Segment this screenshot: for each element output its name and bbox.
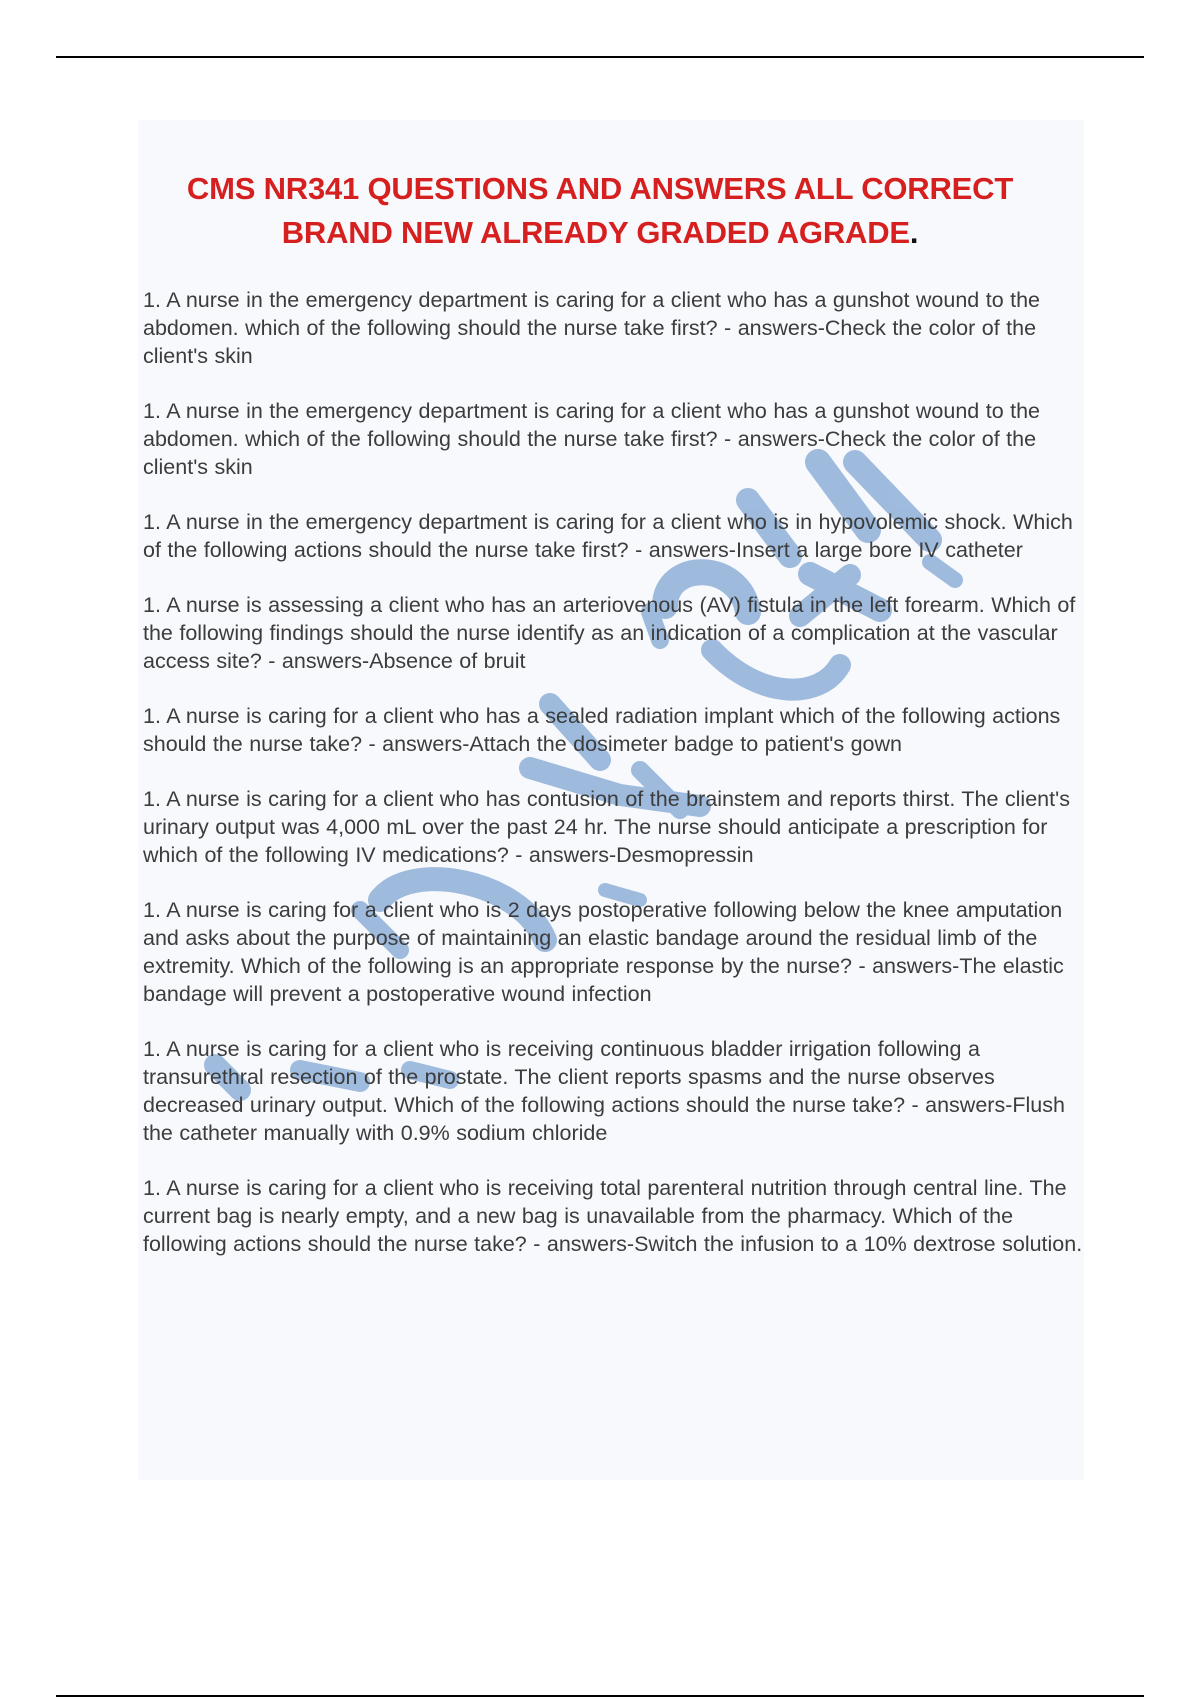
qa-item-3: 1. A nurse in the emergency department is caring for a client who is in hypovolemic shock. Which of the following actions should the nurse take first? - answers-Insert a large bore IV catheter — [143, 510, 1073, 562]
qa-item-5: 1. A nurse is caring for a client who has a sealed radiation implant which of the following actions should the nurse take? - answers-Attach the dosimeter badge to patient's gown — [143, 704, 1061, 756]
document-title-line-2 — [100, 211, 1100, 255]
qa-item-8: 1. A nurse is caring for a client who is receiving continuous bladder irrigation following a transurethral resection of the prostate. The client reports spasms and the nurse observes decreased urinary output. Which of the following actions should the nurse take? - answers-Flush the catheter manually with 0.9% sodium chloride — [143, 1037, 1065, 1145]
qa-item-6: 1. A nurse is caring for a client who has contusion of the brainstem and reports thirst. The client's urinary output was 4,000 mL over the past 24 hr. The nurse should anticipate a prescription for which of the following IV medications? - answers-Desmopressin — [143, 787, 1070, 867]
document-title-line-1: CMS NR341 QUESTIONS AND ANSWERS ALL CORRECT — [186, 170, 1014, 206]
document-title-period: . — [909, 214, 919, 250]
document-title — [100, 167, 1100, 255]
qa-item-9: 1. A nurse is caring for a client who is receiving total parenteral nutrition through central line. The current bag is nearly empty, and a new bag is unavailable from the pharmacy. Which of the following actions should the nurse take? - answers-Switch the infusion to a 10% dextrose solution. — [143, 1176, 1083, 1256]
top-rule — [56, 56, 1144, 58]
question-answer-list — [143, 286, 1088, 1285]
qa-item-1: 1. A nurse in the emergency department is caring for a client who has a gunshot wound to the abdomen. which of the following should the nurse take first? - answers-Check the color of the client's skin — [143, 288, 1041, 368]
qa-item-4: 1. A nurse is assessing a client who has an arteriovenous (AV) fistula in the left forearm. Which of the following findings should the nurse identify as an indication of a complication at the vascular access site? - answers-Absence of bruit — [143, 593, 1076, 673]
bottom-rule — [56, 1695, 1144, 1697]
qa-item-2: 1. A nurse in the emergency department is caring for a client who has a gunshot wound to the abdomen. which of the following should the nurse take first? - answers-Check the color of the client's skin — [143, 399, 1041, 479]
qa-item-7: 1. A nurse is caring for a client who is 2 days postoperative following below the knee amputation and asks about the purpose of maintaining an elastic bandage around the residual limb of the extremity. Which of the following is an appropriate response by the nurse? - answers-The elastic bandage will prevent a postoperative wound infection — [143, 898, 1064, 1006]
document-title-line-2-text: BRAND NEW ALREADY GRADED AGRADE — [281, 214, 910, 250]
